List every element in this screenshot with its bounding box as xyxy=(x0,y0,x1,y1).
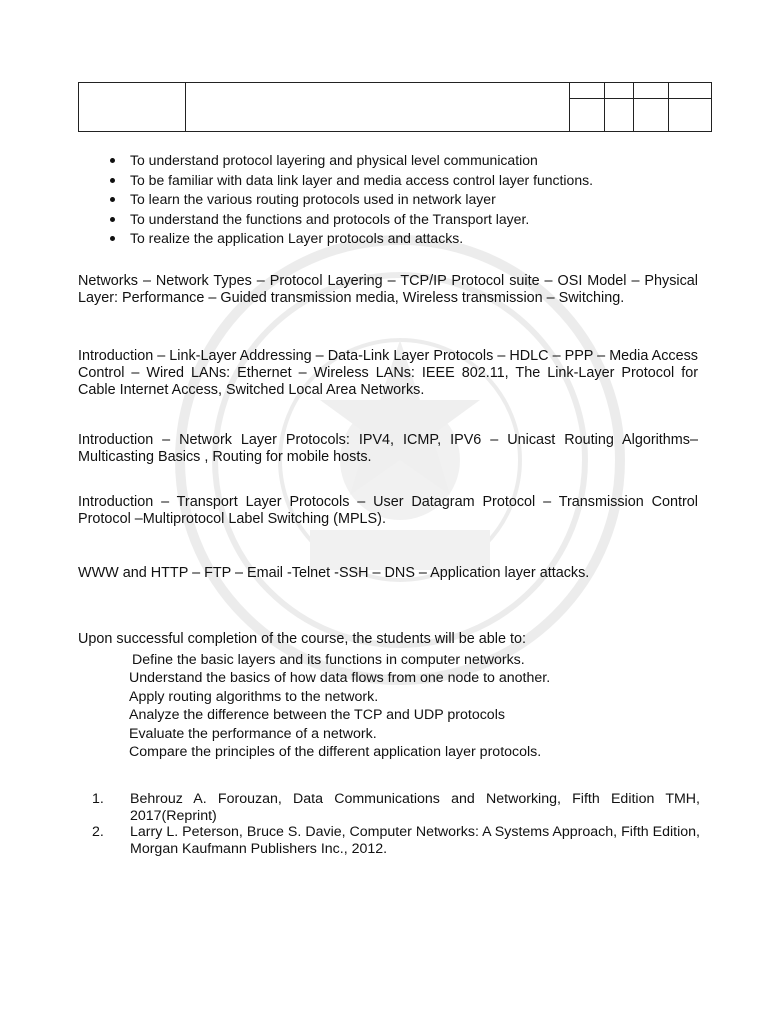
objective-item: To be familiar with data link layer and media access control layer functions. xyxy=(108,171,698,191)
objective-item: To learn the various routing protocols used in network layer xyxy=(108,190,698,210)
outcome-item: Evaluate the performance of a network. xyxy=(129,725,377,742)
objective-item: To understand the functions and protocols of the Transport layer. xyxy=(108,210,698,230)
table-divider xyxy=(569,83,570,131)
reference-number: 1. xyxy=(92,791,104,807)
reference-item xyxy=(92,824,700,857)
unit-4-content: Introduction – Transport Layer Protocols – User Datagram Protocol – Transmission Control Protocol –Multiprotocol Label Switching (MPLS). xyxy=(78,494,698,527)
reference-text: Larry L. Peterson, Bruce S. Davie, Computer Networks: A Systems Approach, Fifth Edition, Morgan Kaufmann Publishers Inc., 2012. xyxy=(130,824,700,857)
unit-3-content: Introduction – Network Layer Protocols: IPV4, ICMP, IPV6 – Unicast Routing Algorithms– Multicasting Basics , Routing for mobile hosts. xyxy=(78,432,698,465)
table-divider xyxy=(668,83,669,131)
unit-5-content: WWW and HTTP – FTP – Email -Telnet -SSH – DNS – Application layer attacks. xyxy=(78,565,590,581)
objectives-list xyxy=(108,151,698,249)
outcome-item: Apply routing algorithms to the network. xyxy=(129,688,379,705)
outcomes-intro: Upon successful completion of the course, the students will be able to: xyxy=(78,631,526,647)
reference-number: 2. xyxy=(92,824,104,841)
outcome-item: Analyze the difference between the TCP and UDP protocols xyxy=(129,707,505,724)
unit-2-content: Introduction – Link-Layer Addressing – Data-Link Layer Protocols – HDLC – PPP – Media Access Control – Wired LANs: Ethernet – Wireless LANs: IEEE 802.11, The Link-Layer Protocol for Cable Internet Access, Switched Local Area Networks. xyxy=(78,348,698,398)
table-divider xyxy=(569,98,711,99)
reference-item xyxy=(92,791,700,824)
table-divider xyxy=(633,83,634,131)
references-list xyxy=(92,791,700,857)
table-divider xyxy=(604,83,605,131)
table-divider xyxy=(185,83,186,131)
outcome-item: Understand the basics of how data flows from one node to another. xyxy=(129,670,551,687)
outcome-item: Compare the principles of the different application layer protocols. xyxy=(129,744,542,761)
reference-text: Behrouz A. Forouzan, Data Communications and Networking, Fifth Edition TMH, 2017(Reprint) xyxy=(130,791,700,824)
objective-item: To understand protocol layering and physical level communication xyxy=(108,151,698,171)
outcome-item: Define the basic layers and its functions in computer networks. xyxy=(132,652,525,668)
objective-item: To realize the application Layer protocols and attacks. xyxy=(108,229,698,249)
unit-1-content: Networks – Network Types – Protocol Layering – TCP/IP Protocol suite – OSI Model – Physical Layer: Performance – Guided transmission media, Wireless transmission – Switching. xyxy=(78,273,698,306)
outcomes-list xyxy=(129,651,550,761)
course-header-table xyxy=(78,82,712,132)
